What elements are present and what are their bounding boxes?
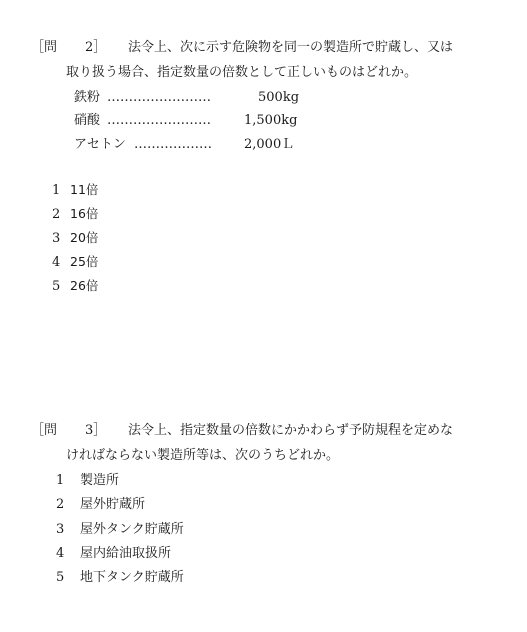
choice-text: 地下タンク貯蔵所	[80, 570, 184, 585]
choice-number: 1	[56, 473, 65, 488]
item-row	[74, 86, 299, 105]
choice-text: 屋内給油取扱所	[80, 546, 172, 561]
choice-number: 4	[56, 546, 65, 561]
choice-text: 屋外タンク貯蔵所	[80, 522, 184, 537]
choice-text: 20倍	[70, 230, 99, 245]
choice-text: 16倍	[70, 206, 99, 221]
answer-choice[interactable]	[56, 518, 184, 537]
question-2-text-line2: 取り扱う場合、指定数量の倍数として正しいものはどれか。	[66, 65, 418, 80]
item-leader-dots: ……………………	[107, 90, 211, 105]
question-3-text-line1: 法令上、指定数量の倍数にかかわらず予防規程を定めな	[128, 423, 454, 438]
choice-number: 1	[52, 183, 61, 198]
item-leader-dots: ………………	[134, 137, 212, 152]
answer-choice[interactable]	[56, 542, 171, 561]
choice-number: 3	[56, 522, 65, 537]
item-name: アセトン	[74, 137, 126, 152]
item-row	[74, 133, 294, 152]
choice-number: 5	[56, 570, 65, 585]
item-name: 硝酸	[74, 113, 101, 128]
answer-choice[interactable]	[56, 469, 119, 488]
question-2-number: 2］	[85, 40, 107, 55]
item-name: 鉄粉	[74, 90, 101, 105]
answer-choice[interactable]	[56, 493, 145, 512]
choice-text: 屋外貯蔵所	[80, 497, 146, 512]
question-3-text-line2: ければならない製造所等は、次のうちどれか。	[66, 448, 340, 463]
item-quantity: 500kg	[258, 90, 300, 105]
answer-choice[interactable]	[52, 180, 98, 198]
question-3-number: 3］	[85, 423, 107, 438]
choice-number: 5	[52, 279, 61, 294]
answer-choice[interactable]	[52, 204, 98, 222]
answer-choice[interactable]	[52, 252, 98, 270]
choice-number: 3	[52, 231, 61, 246]
item-quantity: 1,500kg	[244, 113, 298, 128]
answer-choice[interactable]	[52, 276, 98, 294]
question-3-label: ［問	[31, 423, 58, 438]
choice-text: 26倍	[70, 278, 99, 293]
choice-number: 2	[56, 497, 65, 512]
item-row	[74, 109, 297, 128]
choice-number: 2	[52, 207, 61, 222]
item-leader-dots: ……………………	[107, 113, 211, 128]
question-2-label: ［問	[31, 40, 58, 55]
answer-choice[interactable]	[56, 566, 184, 585]
choice-text: 製造所	[80, 473, 120, 488]
question-2-text-line1: 法令上、次に示す危険物を同一の製造所で貯蔵し、又は	[128, 40, 454, 55]
item-quantity: 2,000Ｌ	[244, 137, 295, 152]
choice-number: 4	[52, 255, 61, 270]
choice-text: 25倍	[70, 254, 99, 269]
answer-choice[interactable]	[52, 228, 98, 246]
choice-text: 11倍	[70, 182, 99, 197]
